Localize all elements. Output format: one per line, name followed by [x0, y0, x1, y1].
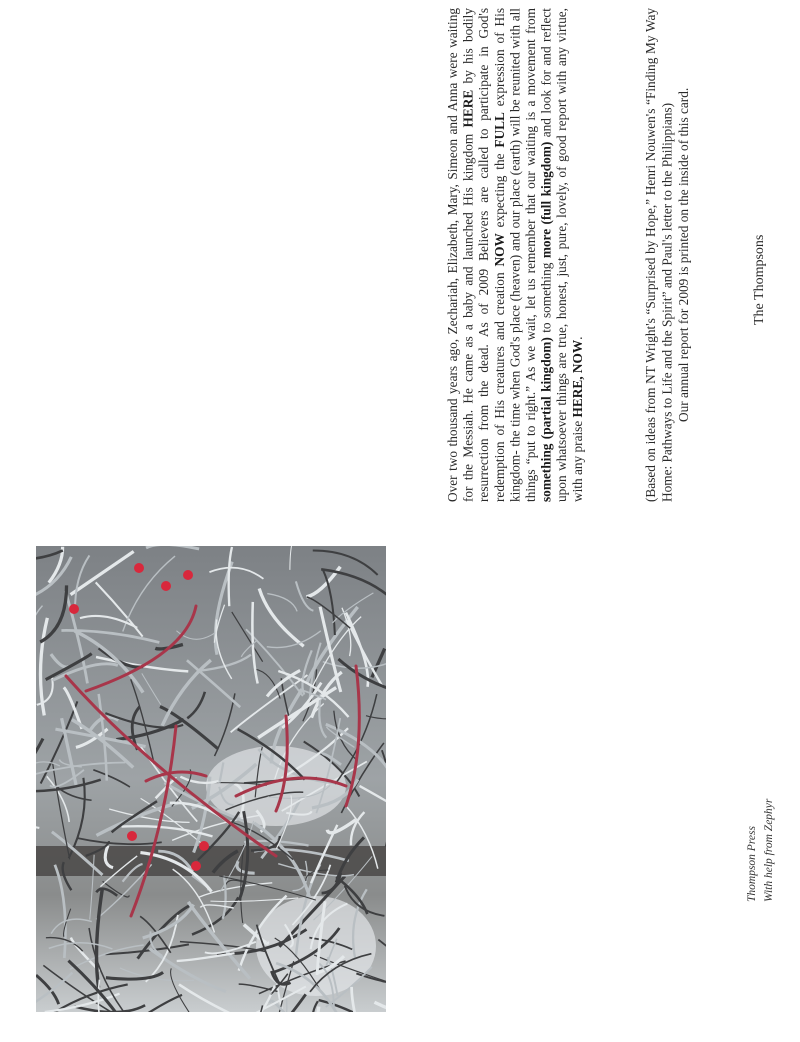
emphasis-text: HERE: [460, 89, 476, 128]
body-text: to something: [538, 258, 554, 338]
signature: The Thompsons: [752, 234, 767, 326]
body-text: by his bodily resurrection from the dead. As of 2009 Believers are called to participate in God's redemption of His creatures and creation: [460, 8, 507, 502]
ice-branches-photo: [36, 546, 386, 1012]
emphasis-text: FULL: [491, 112, 507, 148]
body-text: and look for and reflect upon whatsoever things are true, honest, just, pure, lovely, of good report with any virtue, with any praise: [538, 8, 585, 502]
red-berry: [134, 563, 144, 573]
red-berry: [161, 581, 171, 591]
red-berry: [199, 841, 209, 851]
red-berry: [183, 570, 193, 580]
press-credit: [744, 740, 784, 902]
press-name: Thompson Press: [746, 826, 758, 902]
red-berry: [191, 861, 201, 871]
message-paragraph: [445, 8, 637, 502]
body-text: expression of His kingdom- the time when God's place (heaven) and our place (earth) will be reunited with all things “put to right.” As we wait, let us remember that our waiting is a movement from: [491, 8, 538, 502]
sources-note: (Based on ideas from NT Wright's “Surprised by Hope,” Henri Nouwen's “Finding My Way Home: Pathways to Life and the Spirit” and Paul's letter to the Philippians): [643, 8, 675, 502]
emphasis-text: more (full kingdom): [538, 141, 554, 259]
body-text: expecting the: [491, 147, 507, 234]
annual-report-note: Our annual report for 2009 is printed on the inside of this card.: [676, 87, 691, 423]
red-berry: [69, 604, 79, 614]
body-text: Over two thousand years ago, Zechariah, Elizabeth, Mary, Simeon and Anna were waiting for the Messiah. He came as a baby and launched His kingdom: [445, 8, 476, 502]
red-berry: [127, 831, 137, 841]
press-helper: With help from Zephyr: [763, 798, 775, 902]
emphasis-text: something (partial kingdom): [538, 337, 554, 502]
notes-block: [643, 8, 743, 502]
body-text: .: [569, 336, 585, 340]
emphasis-text: NOW: [491, 233, 507, 267]
emphasis-text: HERE, NOW: [569, 339, 585, 418]
